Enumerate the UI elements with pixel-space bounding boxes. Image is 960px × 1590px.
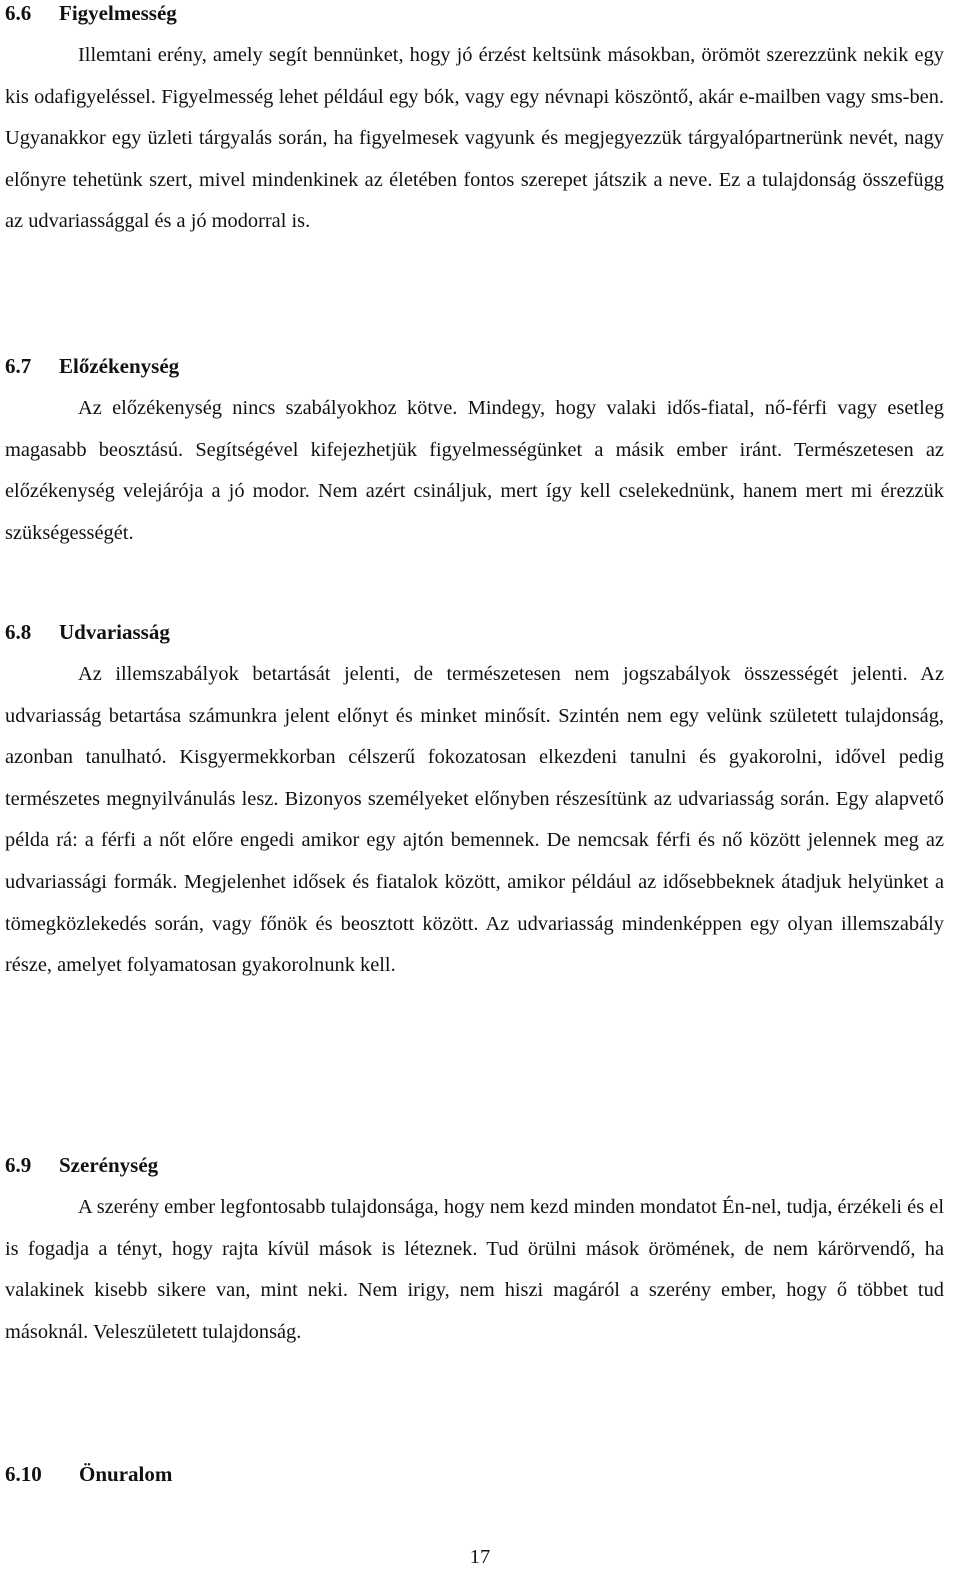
section-6-10 [5,1461,944,1487]
section-paragraph: Illemtani erény, amely segít bennünket, hogy jó érzést keltsünk másokban, örömöt szerezzünk nekik egy kis odafigyeléssel. Figyelmesség lehet például egy bók, vagy egy névnapi köszöntő, akár e-mailben vagy sms-ben. Ugyanakkor egy üzleti tárgyalás során, ha figyelmesek vagyunk és megjegyezzük tárgyalópartnerünk nevét, nagy előnyre tehetünk szert, mivel mindenkinek az életében fontos szerepet játszik a neve. Ez a tulajdonság összefügg az udvariassággal és a jó modorral is. [5,44,944,233]
section-heading [5,1152,944,1178]
section-title: Önuralom [79,1462,173,1486]
section-6-6 [5,0,944,243]
section-number: 6.9 [5,1153,32,1177]
section-6-7 [5,353,944,554]
section-heading [5,619,944,645]
page-number: 17 [469,1546,491,1568]
section-paragraph: Az illemszabályok betartását jelenti, de természetesen nem jogszabályok összességét jelenti. Az udvariasság betartása számunkra jelent előnyt és minket minősít. Szintén nem egy velünk született tulajdonság, azonban tanulható. Kisgyermekkorban célszerű fokozatosan elkezdeni tanulni és gyakorolni, idővel pedig természetes megnyilvánulás lesz. Bizonyos személyeket előnyben részesítünk az udvariasság során. Egy alapvető példa rá: a férfi a nőt előre engedi amikor egy ajtón bemennek. De nemcsak férfi és nő között jelennek meg az udvariassági formák. Megjelenhet idősek és fiatalok között, amikor például az idősebbeknek átadjuk helyünket a tömegközlekedés során, vagy főnök és beosztott között. Az udvariasság mindenképpen egy olyan illemszabály része, amelyet folyamatosan gyakorolnunk kell. [5,663,944,977]
section-number: 6.10 [5,1462,42,1486]
section-title: Szerénység [59,1153,159,1177]
section-6-9 [5,1152,944,1353]
section-heading [5,353,944,379]
section-heading [5,1461,944,1487]
section-heading [5,0,944,26]
section-number: 6.6 [5,1,32,25]
section-paragraph: Az előzékenység nincs szabályokhoz kötve. Mindegy, hogy valaki idős-fiatal, nő-férfi vagy esetleg magasabb beosztású. Segítségével kifejezhetjük figyelmességünket a másik ember iránt. Természetesen az előzékenység velejárója a jó modor. Nem azért csináljuk, mert így kell cselekednünk, hanem mert mi érezzük szükségességét. [5,397,944,544]
section-number: 6.8 [5,620,32,644]
section-title: Udvariasság [59,620,170,644]
section-title: Figyelmesség [59,1,177,25]
section-6-8 [5,619,944,987]
section-paragraph: A szerény ember legfontosabb tulajdonsága, hogy nem kezd minden mondatot Én-nel, tudja, érzékeli és el is fogadja a tényt, hogy rajta kívül mások is léteznek. Tud örülni mások örömének, de nem kárörvendő, ha valakinek kisebb sikere van, mint neki. Nem irigy, nem hiszi magáról a szerény ember, hogy ő többet tud másoknál. Veleszületett tulajdonság. [5,1196,944,1343]
section-number: 6.7 [5,354,32,378]
section-title: Előzékenység [59,354,180,378]
